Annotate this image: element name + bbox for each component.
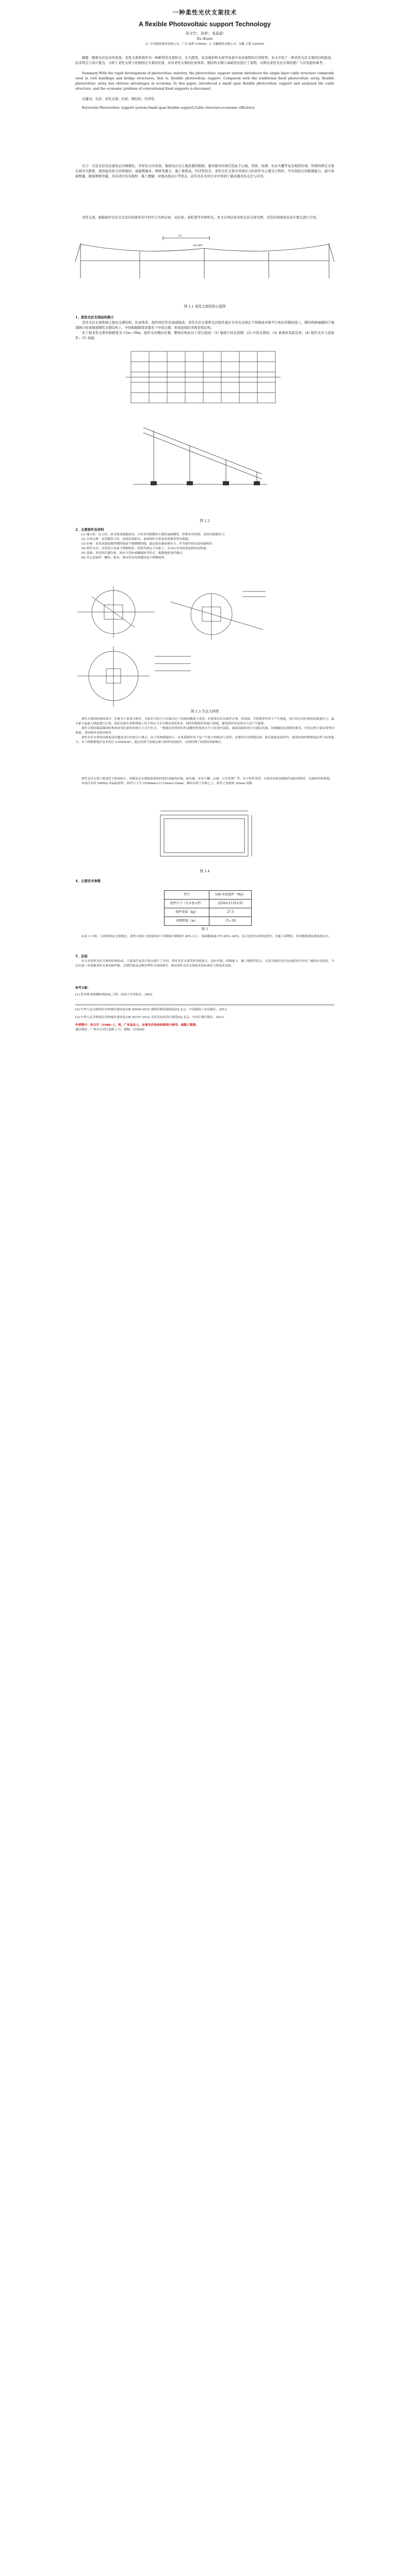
section-4 — [75, 777, 334, 786]
keywords-en: Keywords:Photovoltaic support system;Small span flexible support;Cable structure;economic efficiency — [81, 106, 255, 110]
section-1-heading: 1、柔性光伏支架结构简介 — [75, 315, 114, 319]
keywords-cn: 关键词：光伏；柔性支架；拉索；钢结构；经济性 — [81, 96, 155, 101]
table-cell: 2256×1133×35 — [209, 900, 252, 908]
table-cell: 27.5 — [209, 908, 252, 917]
section-2-item-4: (4) 组件夹具：采用铝合金或不锈钢材质，将组件固定于拉索上，夹具应具有防滑及防松动性能； — [81, 547, 209, 550]
references-section — [75, 986, 334, 997]
conclusion-heading: 5、总结 — [75, 954, 88, 958]
authors-en: Xx zhuan — [197, 37, 213, 41]
intro-section-2 — [75, 215, 334, 221]
paper-title-cn: 一种柔性光伏支架技术 — [172, 9, 237, 16]
intro-p2: 柔性支架，根据组件安装方式及结构体系的不同可分为单层索、双层索、索桁架等多种形式。本文以单层索柔性光伏支架为例，对其结构组成及设计要点进行介绍。 — [81, 215, 319, 219]
abstract-en: Summary:With the rapid development of photovoltaic industry, the photovoltaic support system introduces the single layer cable structure commonly used in civil buildings and bridge structures, that is, flexible photovoltaic support. Compared with the traditional fixed photovoltaic array, flexible photovoltaic array has obvious advantages in economy. In this paper, introduced a small span flexible photovoltaic support and analyzed the cable structure, and the economic problem of conventional fixed supports is discussed. — [75, 71, 334, 91]
figure-1-1 — [75, 231, 334, 292]
paper-title-en: A flexible Photovoltaic support Technology — [138, 21, 271, 28]
figure-1-4 — [153, 809, 256, 863]
section-2-item-1: (1) 端立柱：由立柱、斜支撑及锚板组成，立柱采用热镀锌方钢管或圆钢管，斜撑采用角钢，承担拉索锚固力； — [81, 533, 227, 536]
figure-1-3-caption: 图 1.3 节点大样图 — [190, 709, 219, 714]
figure-1-1-caption: 图 1.1 柔性支架结构示意图 — [184, 304, 226, 309]
reference-1: [1] 张其林.索和膜结构[M].上海：同济大学出版社，2002. — [75, 993, 153, 996]
svg-text:L1: L1 — [178, 234, 182, 238]
author-info: 作者简介：孙文竹（1986—），男，广东汕头人，从事光伏电站结构设计研究，高级工程师。 — [75, 1023, 199, 1027]
section-2-heading: 2、主要部件及材料 — [75, 528, 104, 532]
intro-section — [75, 164, 334, 179]
table-cell: 540 单晶组件（Wp） — [209, 891, 252, 900]
abstract-cn: 摘要：随着光伏技术的发展，柔性支架系统作为一种新型的支架形式，在大跨度、复杂地形和水面等场景中具有独特的应用优势。本文介绍了一种柔性光伏支架的结构组成、技术特点与设计要点，分析了柔性支架与传统固定支架的区别，并对柔性支架的拉索体系、钢结构支撑与基础型式进行了说明，以期为柔性光伏支架的推广与应用提供参考。 — [75, 56, 334, 65]
table-row — [165, 891, 252, 900]
conclusion-section — [75, 954, 334, 969]
reference-2: [2] 中华人民共和国住房和城乡建设部.GB 50009-2012 建筑结构荷载规范[S].北京：中国建筑工业出版社，2012. — [75, 1008, 228, 1011]
table-discussion — [75, 935, 334, 939]
table-caption: 表 1 — [201, 927, 208, 931]
table-cell: 型号 — [165, 891, 209, 900]
table-section-heading-block — [75, 879, 334, 884]
references-heading: 参考文献： — [75, 987, 90, 990]
figure-1-2-caption: 图 1.2 — [200, 519, 210, 523]
table-section-heading: 4、主要技术参数 — [75, 879, 101, 883]
section-2-item-6: (6) 其它连接件：螺栓、索具、锚具等采用热镀锌或不锈钢材质。 — [81, 556, 168, 560]
intro-p1: 引言：目前光伏电站建设正向规模化、多样化方向发展，地面电站受土地资源的限制，越来越多的项目选址于山地、荒坡、鱼塘、农业大棚等复杂地形区域。传统的固定支架在面对大跨度、地形起伏较大的场地时，基础数量多、钢材用量大、施工难度高，经济性较差。柔性光伏支架采用预应力拉索作为主要受力构件，可实现较大的跨越能力，减少基础数量，降低钢材用量，具有适应复杂地形、施工便捷、对地表扰动小等优点，近年来在光伏行业中得到了越来越多的关注与应用。 — [75, 164, 334, 178]
figure-1-4-caption: 图 1.4 — [200, 869, 210, 873]
spec-table — [164, 890, 252, 926]
reference-3: [3] 中华人民共和国住房和城乡建设部.GB 50797-2012 光伏发电站设计规范[S].北京：中国计划出版社，2012. — [75, 1015, 225, 1019]
table-cell: 单跨跨度（m） — [165, 917, 209, 926]
figure-1-2-elevation — [133, 412, 267, 489]
section-3-p3: 柔性光伏支架的风致振动问题是设计的重点与难点，由于结构刚度较小，在风荷载作用下易产生较大的振动与变形，必要时应设置稳定索、阻尼器或连接杆件，提高结构的整体稳定性与抗风能力。本工程根据地区基本风压 0.45kN/m²，通过设置下弦稳定索与组件间连接杆，有效控制了结构的风振响应。 — [75, 736, 334, 744]
section-2-item-5: (5) 基础：采用钻孔灌注桩、预应力管桩或螺旋桩等形式，根据地质条件确定； — [81, 551, 185, 555]
figure-1-2-plan — [126, 346, 281, 408]
table-row — [165, 917, 252, 926]
svg-text:±0.000: ±0.000 — [193, 244, 203, 247]
section-4-p1: 柔性光伏支架主要适用于跨度较大、场地复杂且地面需要保持使用功能的区域，如鱼塘、农业大棚、山地、污水处理厂等。对于组件选型，宜选用双面双玻组件或轻质组件，以减轻结构荷载。 — [81, 777, 333, 781]
figure-1-3-detail-right — [170, 586, 268, 643]
section-2-item-2: (2) 中间支撑：采用钢管立柱，顶部设置索夹，承担组件自重及风荷载等竖向荷载； — [81, 537, 191, 541]
table-cell: 15~30 — [209, 917, 252, 926]
section-1 — [75, 315, 334, 341]
section-4-p2: 本项目采用 540Wp 单晶硅组件，组件尺寸为 2256mm×1133mm×35mm，横向布置于拉索之上，组件之间预留 20mm 间隙。 — [81, 782, 255, 785]
main-cable — [80, 244, 329, 251]
author-address: 通信地址：广州市天河区某路 1 号，邮编：510000 — [75, 1028, 144, 1031]
section-2-item-3: (3) 拉索：采用高强度镀锌钢绞线或不锈钢钢绞线，通过张拉施加预应力，作为组件的直接承载构件； — [81, 542, 215, 546]
section-1-p1: 柔性光伏支架系统主要由支撑结构、拉索体系、组件固定件及基础组成。柔性光伏支架将光伏组件通过专用夹具固定于两根或多根平行张拉的钢绞线上，钢绞线两端锚固于端部钢立柱或端部刚性支撑结构上，中间根据跨度设置若干中间支撑，形成连续的多跨柔性结构。 — [75, 320, 334, 330]
section-3 — [75, 717, 334, 745]
table-row — [165, 908, 252, 917]
affiliation: (1. 中国建材集团有限公司，广东 深圳 518000；2. 安徽建材有限公司，安徽 合肥 230000) — [145, 43, 265, 46]
section-2 — [75, 528, 334, 561]
section-3-p2: 柔性支架的端部锚固结构需承受拉索传来的巨大水平拉力，一般通过设置斜拉杆或刚性桁架将水平力传递至基础。端部基础的设计应满足抗拔、抗倾覆及抗滑移的要求。中间支撑主要承受竖向荷载，其结构形式相对简单。 — [75, 726, 334, 735]
table-discussion-p1: 由表 1 可知，与传统固定支架相比，柔性支架在大跨度场景下用钢量可降低约 30% 以上，基础数量减少约 40%~60%，综合造价具有明显优势；且施工周期短，对场地植被及地表扰动小。 — [81, 935, 332, 938]
table-cell: 组件重量（kg） — [165, 908, 209, 917]
abstract-section — [75, 56, 334, 111]
table-cell: 组件尺寸（长×宽×厚） — [165, 900, 209, 908]
references-continued — [75, 1008, 334, 1032]
section-3-p1: 柔性支架的结构体系中，拉索为主要受力构件，其张拉力的大小直接决定了结构的刚度与变形。拉索张拉后在组件自重、风荷载、雪荷载等作用下产生挠度，设计时应对拉索的初始预拉力、最大索力及最大挠度进行计算，保证拉索在各种荷载工况下的应力水平满足规范要求，同时控制组件的最大挠度，避免组件因变形过大而产生隐裂。 — [75, 718, 334, 725]
figure-1-3-section — [77, 646, 196, 708]
authors-cn: 孙文竹¹，孙荣¹，张晶晶² — [186, 31, 224, 36]
figure-1-3-detail-left — [77, 586, 160, 643]
table-row — [165, 900, 252, 908]
conclusion-p1: 本文对柔性光伏支架的结构组成、主要部件及设计要点进行了介绍，柔性光伏支架凭借其跨度大、适应性强、用钢量少、施工便捷等优点，在复杂地形光伏电站建设中具有广阔的应用前景。今后应进一步加强柔性支架风振性能、长期性能及运维管理等方面的研究，推动柔性光伏支架技术的标准化与规范化发展。 — [75, 959, 334, 968]
section-1-p2: 本工程柔性支架单跨跨度为 15m~30m，组件采用横向布置，整体结构由以下部分组成：(1) 端部立柱及斜撑；(2) 中间支撑柱；(3) 承重索及稳定索；(4) 组件夹具与连接件；(5) 基础。 — [75, 330, 334, 340]
